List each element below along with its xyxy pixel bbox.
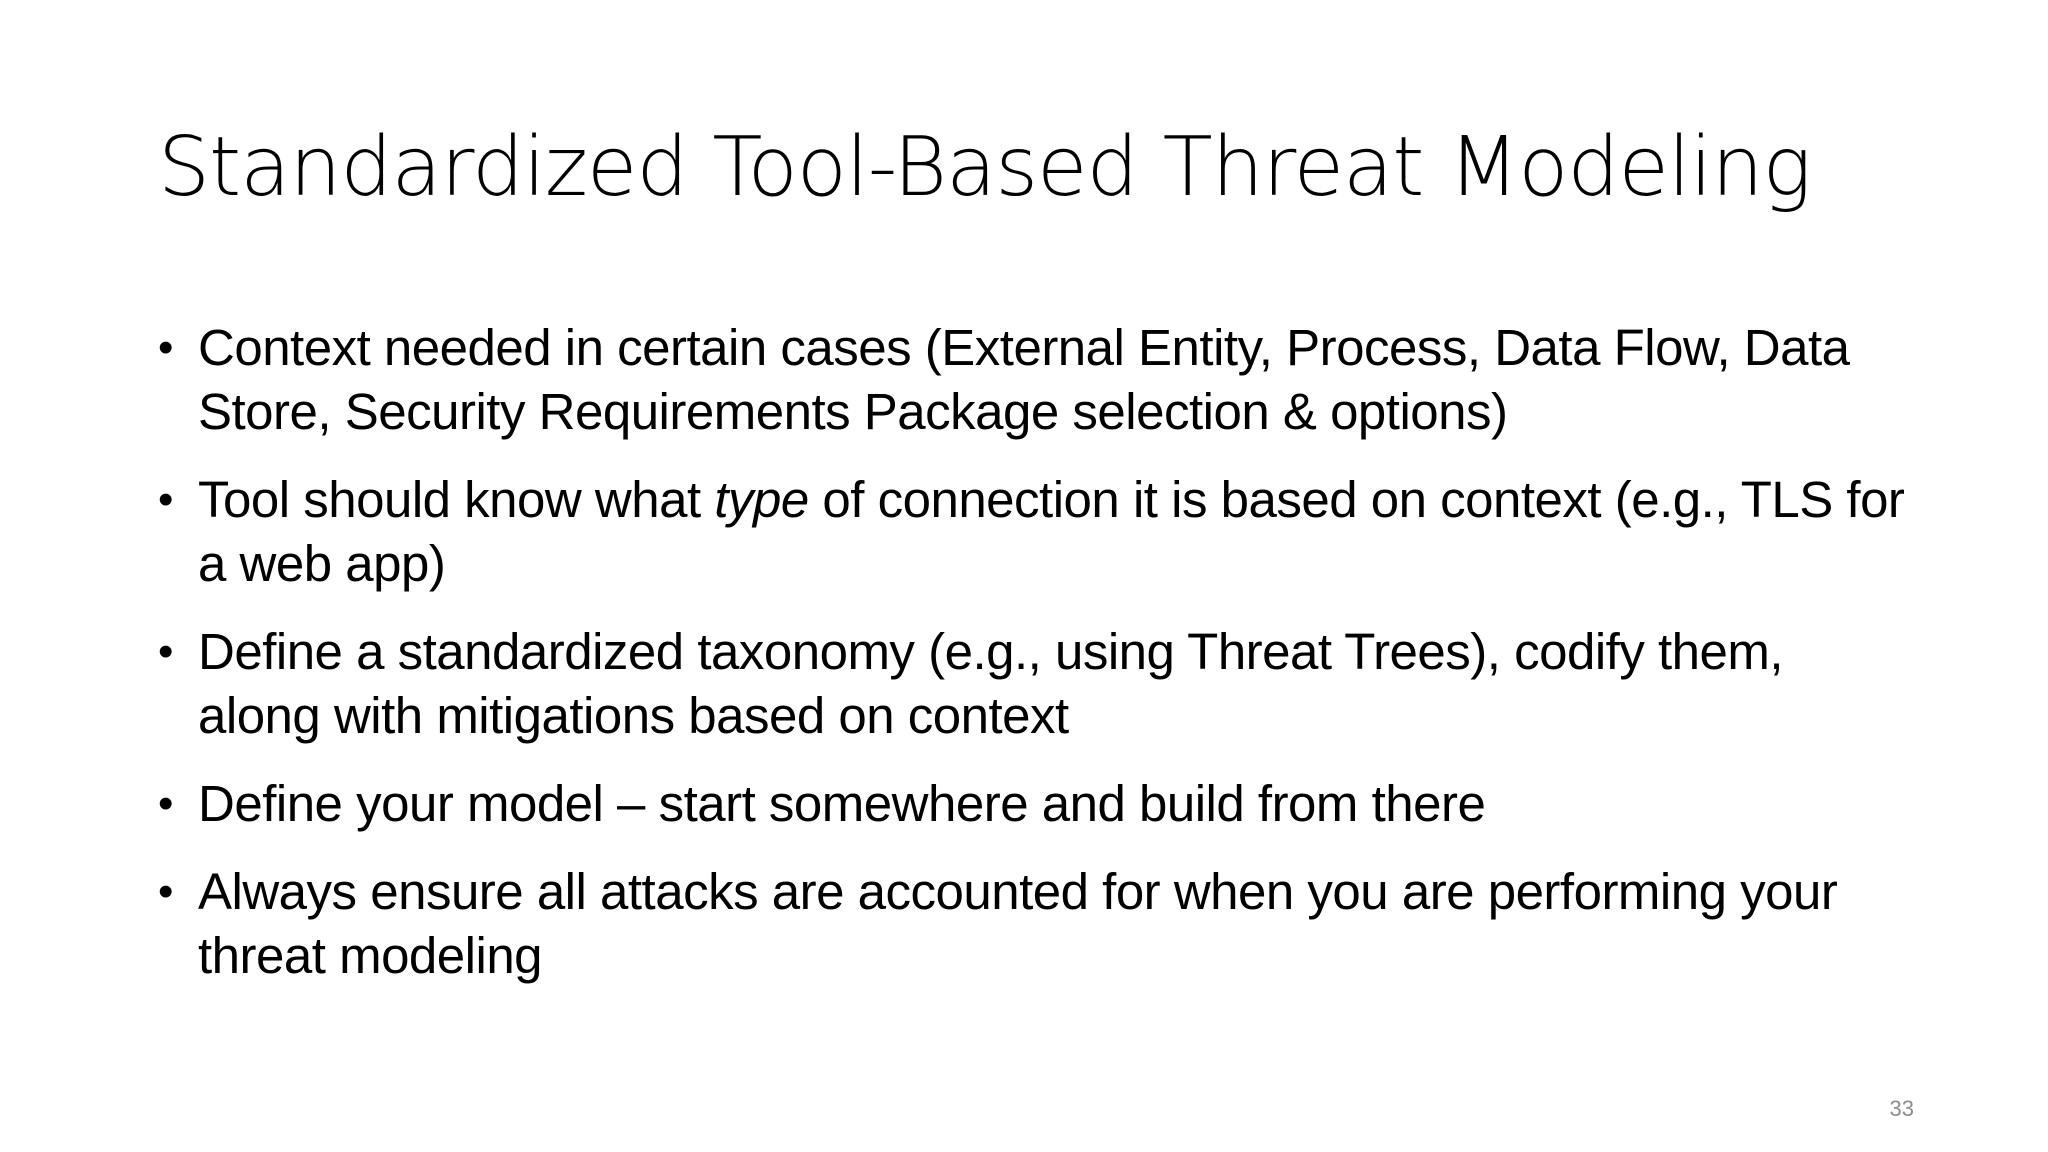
bullet-item-3 <box>158 620 1918 748</box>
bullet-text: Define your model – start somewhere and build from there <box>198 775 1486 832</box>
bullet-item-1 <box>158 316 1918 444</box>
bullet-dot-icon: • <box>158 323 173 372</box>
bullet-item-4 <box>158 772 1918 836</box>
bullet-text-before: Tool should know what <box>198 471 715 528</box>
bullet-dot-icon: • <box>158 779 173 828</box>
bullet-text <box>198 471 1904 592</box>
slide-title: Standardized Tool-Based Threat Modeling <box>158 120 1811 215</box>
bullet-dot-icon: • <box>158 627 173 676</box>
bullet-text-emphasis: type <box>714 471 809 528</box>
bullet-text: Define a standardized taxonomy (e.g., using Threat Trees), codify them, along with mitigations based on context <box>198 623 1784 744</box>
bullet-text: Context needed in certain cases (External Entity, Process, Data Flow, Data Store, Security Requirements Package selection & options) <box>198 319 1850 440</box>
bullet-item-5 <box>158 860 1918 988</box>
bullet-text: Always ensure all attacks are accounted for when you are performing your threat modeling <box>198 863 1838 984</box>
bullet-text-after: of connection it is based on context (e.g., TLS for a web app) <box>198 471 1905 592</box>
bullet-dot-icon: • <box>158 475 173 524</box>
page-number: 33 <box>1889 1096 1914 1121</box>
bullet-item-2 <box>158 468 1918 596</box>
bullet-dot-icon: • <box>158 867 173 916</box>
bullet-list <box>158 316 1918 1012</box>
